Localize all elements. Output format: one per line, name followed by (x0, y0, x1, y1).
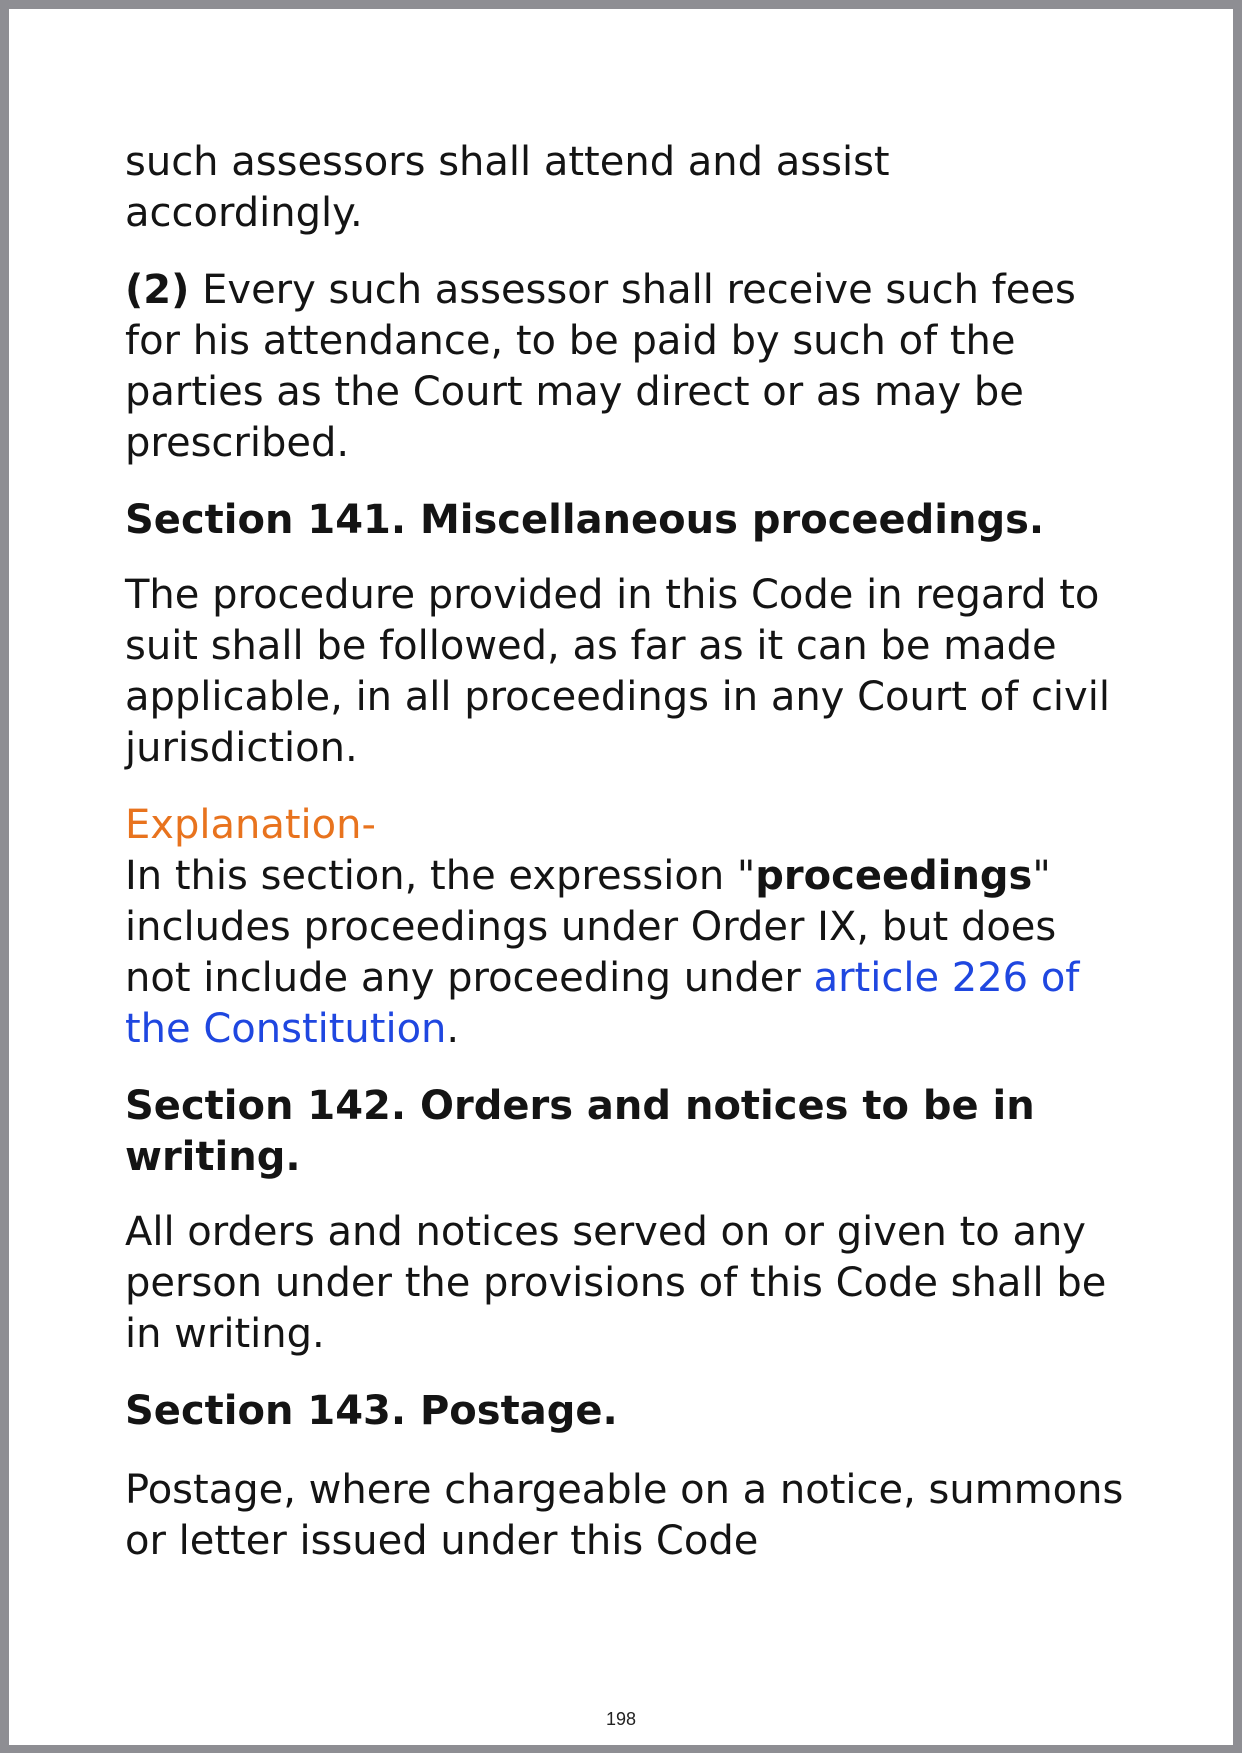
section-142-text: All orders and notices served on or given to any person under the provisions of this Code shall be in writing. (125, 1209, 1107, 1357)
section-143-text: Postage, where chargeable on a notice, summons or letter issued under this Code (125, 1467, 1124, 1564)
paragraph-subsection-2 (125, 265, 1125, 469)
explanation-label: Explanation- (125, 802, 376, 848)
explanation-text-mid: " includes proceedings under Order IX, but does not include any proceeding under (125, 853, 1057, 1001)
section-141-text: The procedure provided in this Code in regard to suit shall be followed, as far as it can be made applicable, in all proceedings in any Court of civil jurisdiction. (125, 572, 1110, 771)
explanation-text-pre: In this section, the expression " (125, 853, 756, 899)
paragraph-text: such assessors shall attend and assist accordingly. (125, 139, 890, 236)
explanation-text-post: . (446, 1006, 460, 1052)
section-141-heading: Section 141. Miscellaneous proceedings. (125, 497, 1045, 543)
page-content (125, 137, 1125, 1567)
explanation-term: proceedings (755, 853, 1033, 899)
paragraph-text: Every such assessor shall receive such fees for his attendance, to be paid by such of the parties as the Court may direct or as may be prescribed. (125, 267, 1076, 466)
constitution-article-link[interactable]: article 226 of the Constitution (125, 955, 1080, 1052)
page-number: 198 (605, 1709, 637, 1729)
document-page (9, 9, 1233, 1745)
explanation-block (125, 800, 1125, 1055)
subsection-number: (2) (125, 267, 190, 313)
section-142-heading: Section 142. Orders and notices to be in writing. (125, 1083, 1035, 1180)
section-143-heading: Section 143. Postage. (125, 1388, 618, 1434)
paragraph-assessors-attend (125, 137, 1125, 239)
